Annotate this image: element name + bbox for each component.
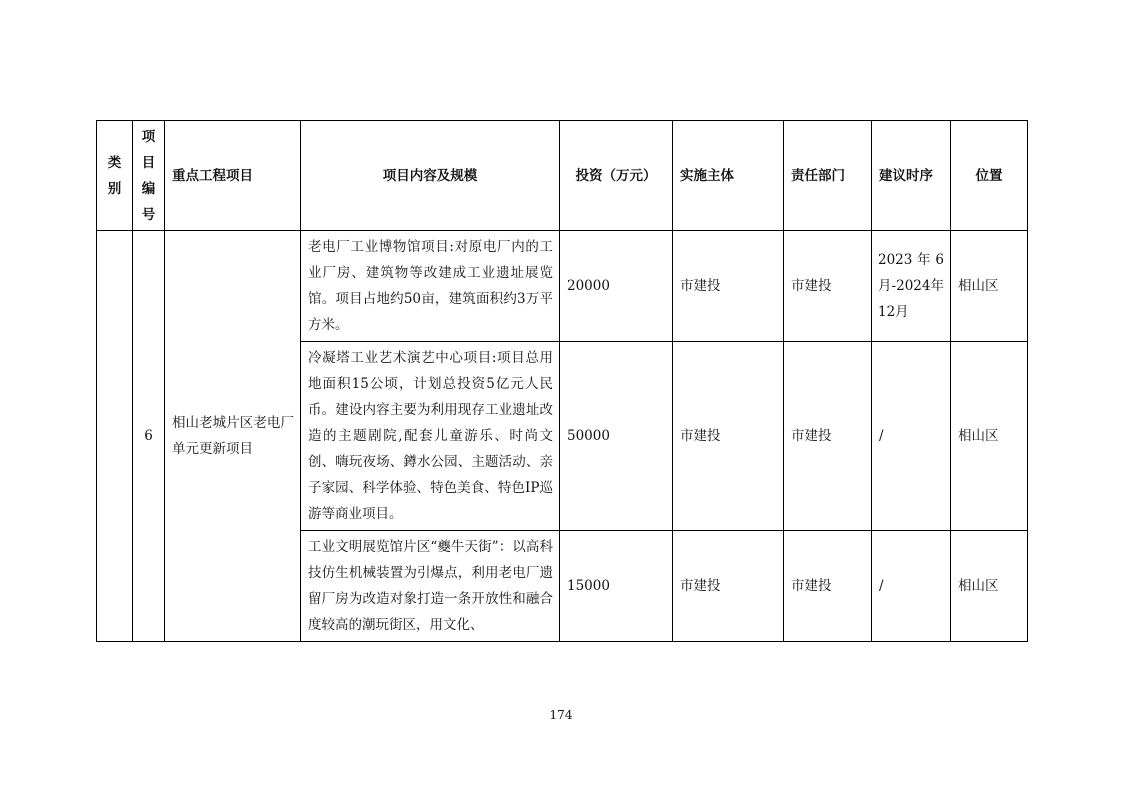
- investment-cell: 15000: [560, 531, 673, 642]
- header-investment: 投资（万元）: [560, 121, 673, 231]
- content-cell: 冷凝塔工业艺术演艺中心项目:项目总用地面积15公顷，计划总投资5亿元人民币。建设内容主要为利用现存工业遗址改造的主题剧院,配套儿童游乐、时尚文创、嗨玩夜场、鐏水公园、主题活动、亲子家园、科学体验、特色美食、特色IP巡游等商业项目。: [301, 342, 560, 531]
- content-cell: 工业文明展览馆片区“夔牛天街”：以高科技仿生机械装置为引爆点，利用老电厂遗留厂房为改造对象打造一条开放性和融合度较高的潮玩街区，用文化、: [301, 531, 560, 642]
- department-cell: 市建投: [784, 342, 872, 531]
- timing-cell: 2023 年 6 月-2024年12月: [872, 231, 951, 342]
- implementer-cell: 市建投: [673, 342, 784, 531]
- header-department: 责任部门: [784, 121, 872, 231]
- header-category: 类 别: [97, 121, 133, 231]
- location-cell: 相山区: [951, 231, 1028, 342]
- department-cell: 市建投: [784, 531, 872, 642]
- key-project-cell: 相山老城片区老电厂单元更新项目: [165, 231, 301, 642]
- project-number-cell: 6: [133, 231, 165, 642]
- implementer-cell: 市建投: [673, 231, 784, 342]
- project-table: [96, 120, 1028, 642]
- investment-cell: 20000: [560, 231, 673, 342]
- page-number: 174: [549, 708, 573, 722]
- header-timing: 建议时序: [872, 121, 951, 231]
- timing-cell: /: [872, 531, 951, 642]
- content-cell: 老电厂工业博物馆项目:对原电厂内的工业厂房、建筑物等改建成工业遗址展览馆。项目占地约50亩，建筑面积约3万平方米。: [301, 231, 560, 342]
- header-key-project: 重点工程项目: [165, 121, 301, 231]
- implementer-cell: 市建投: [673, 531, 784, 642]
- header-content-scale: 项目内容及规模: [301, 121, 560, 231]
- location-cell: 相山区: [951, 531, 1028, 642]
- header-implementer: 实施主体: [673, 121, 784, 231]
- category-cell: [97, 231, 133, 642]
- timing-cell: /: [872, 342, 951, 531]
- investment-cell: 50000: [560, 342, 673, 531]
- department-cell: 市建投: [784, 231, 872, 342]
- header-row: [97, 121, 1028, 231]
- location-cell: 相山区: [951, 342, 1028, 531]
- header-project-number: 项 目 编 号: [133, 121, 165, 231]
- table-row: [97, 231, 1028, 342]
- header-location: 位置: [951, 121, 1028, 231]
